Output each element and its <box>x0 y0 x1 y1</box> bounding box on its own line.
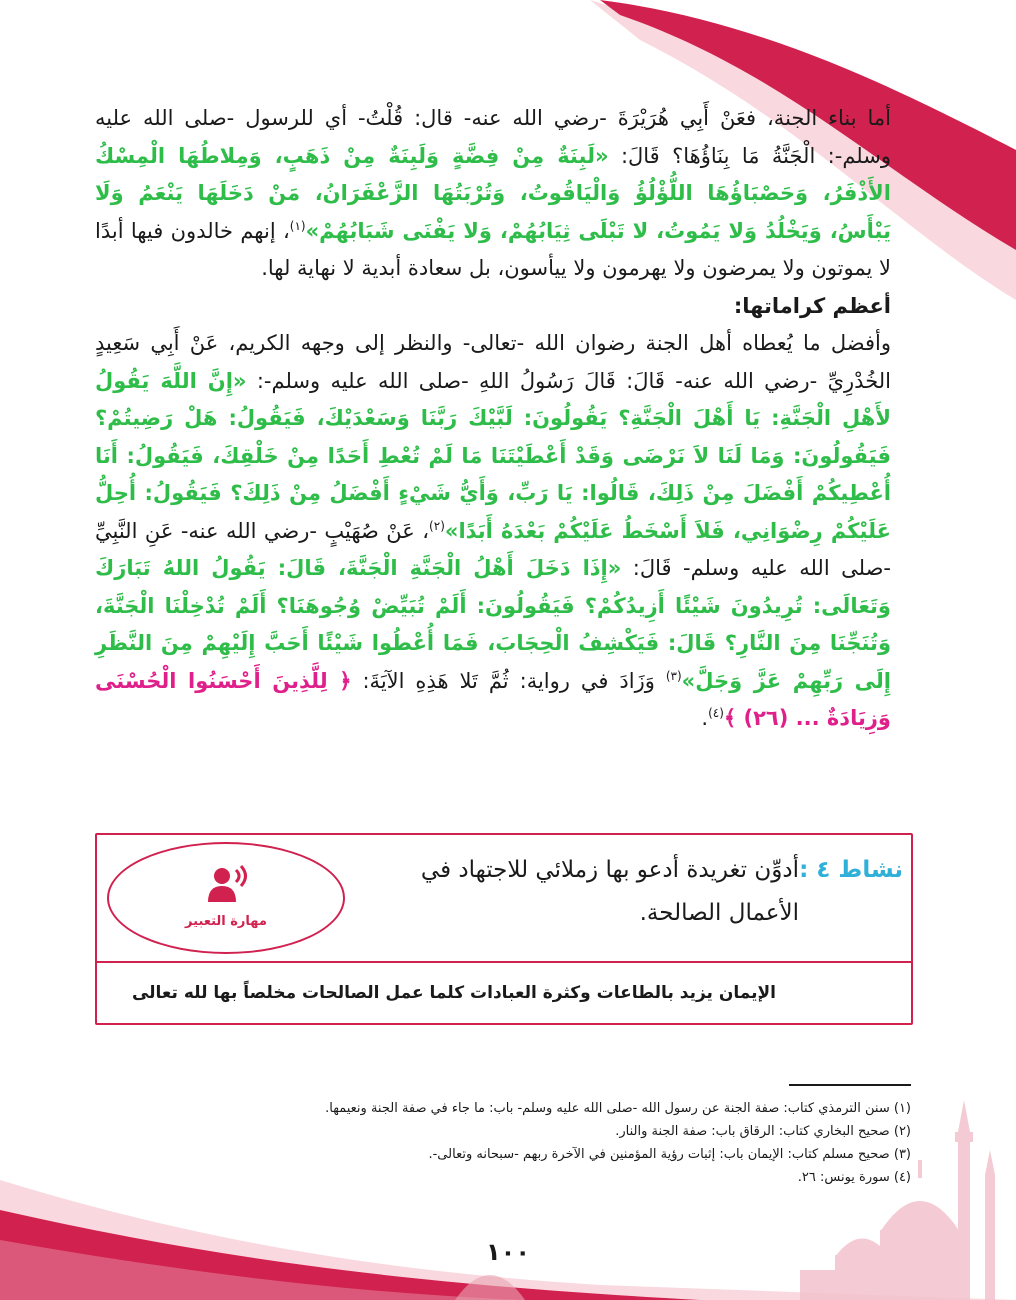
hadith-building: «لَبِنَةٌ مِنْ فِضَّةٍ وَلَبِنَةٌ مِنْ ذَهَبٍ، وَمِلاطُهَا الْمِسْكُ الأَذْفَرُ، وَحَصْبَاؤُهَا اللُّؤْلُؤُ وَالْيَاقُوتُ، وَتُرْبَتُهَا الزَّعْفَرَانُ، مَنْ دَخَلَهَا يَنْعَمُ وَلَا يَبْأَسُ، وَيَخْلُدُ وَلا يَمُوتُ، لا تَبْلَى ثِيَابُهُمْ، وَلا يَفْنَى شَبَابُهُمْ» <box>95 143 891 243</box>
page-number: ١٠٠ <box>486 1238 530 1266</box>
main-text <box>95 100 915 738</box>
footnote-3: (٣) صحيح مسلم كتاب: الإيمان باب: إثبات رؤية المؤمنين في الآخرة ربهم -سبحانه وتعالى-. <box>428 1147 911 1162</box>
paragraph2-mid: ، عَنْ صُهَيْبٍ -رضي الله عنه- عَنِ النَّبِيِّ -صلى الله عليه وسلم- قَالَ: <box>95 518 891 580</box>
activity-instruction: أدوِّن تغريدة أدعو بها زملائي للاجتهاد في الأعمال الصالحة. <box>420 857 799 926</box>
footnote-2: (٢) صحيح البخاري كتاب: الرقاق باب: صفة الجنة والنار. <box>615 1124 911 1139</box>
hadith-vision: «إِذَا دَخَلَ أَهْلُ الْجَنَّةِ الْجَنَّةَ، قَالَ: يَقُولُ اللهُ تَبَارَكَ وَتَعَالَى: تُرِيدُونَ شَيْئًا أَزِيدُكُمْ؟ فَيَقُولُونَ: أَلَمْ تُبَيِّضْ وُجُوهَنَا؟ أَلَمْ تُدْخِلْنَا الْجَنَّةَ، وَتُنَجِّنَا مِنَ النَّارِ؟ قَالَ: فَيَكْشِفُ الْحِجَابَ، فَمَا أُعْطُوا شَيْئًا أَحَبَّ إِلَيْهِمْ مِنَ النَّظَرِ إِلَى رَبِّهِمْ عَزَّ وَجَلَّ» <box>95 556 891 693</box>
speaking-person-icon <box>206 864 252 904</box>
paragraph1-after: ، إنهم خالدون فيها أبدًا لا يموتون ولا يمرضون ولا يهرمون ولا ييأسون، بل سعادة أبدية لا نهاية لها. <box>95 218 891 280</box>
footnote-ref-4: (٤) <box>708 706 724 720</box>
quran-verse: ﴿ لِلَّذِينَ أَحْسَنُوا الْحُسْنَى وَزِيَادَةٌ ... (٢٦) ﴾ <box>95 668 891 730</box>
activity-box <box>95 833 913 1025</box>
summary-statement: الإيمان يزيد بالطاعات وكثرة العبادات كلما عمل الصالحات مخلصاً بها لله تعالى <box>131 983 776 1003</box>
footnote-separator <box>789 1084 911 1086</box>
hadith-pleasure: «إِنَّ اللَّهَ يَقُولُ لأَهْلِ الْجَنَّةِ: يَا أَهْلَ الْجَنَّةِ؟ يَقُولُونَ: لَبَّيْكَ رَبَّنَا وَسَعْدَيْكَ، فَيَقُولُ: هَلْ رَضِيتُمْ؟ فَيَقُولُونَ: وَمَا لَنَا لاَ نَرْضَى وَقَدْ أَعْطَيْتَنَا مَا لَمْ تُعْطِ أَحَدًا مِنْ خَلْقِكَ، فَيَقُولُ: أَنَا أُعْطِيكُمْ أَفْضَلَ مِنْ ذَلِكَ، قَالُوا: يَا رَبِّ، وَأَيُّ شَيْءٍ أَفْضَلُ مِنْ ذَلِكَ؟ فَيَقُولُ: أُحِلُّ عَلَيْكُمْ رِضْوَانِي، فَلاَ أَسْخَطُ عَلَيْكُمْ بَعْدَهُ أَبَدًا» <box>95 368 891 543</box>
footnote-ref-1: (١) <box>289 218 306 233</box>
skill-badge <box>107 842 345 954</box>
paragraph1-intro: أما بناء الجنة، فعَنْ أَبِي هُرَيْرَةَ -رضي الله عنه- قال: قُلْتُ- أي للرسول -صلى الله عليه وسلم-: الْجَنَّةُ مَا بِنَاؤُهَا؟ قَالَ: <box>95 106 891 168</box>
activity-divider <box>97 961 911 963</box>
footnotes <box>211 1097 911 1189</box>
skill-label: مهارة التعبير <box>185 914 267 929</box>
paragraph2-intro: وأفضل ما يُعطاه أهل الجنة رضوان الله -تعالى- والنظر إلى وجهه الكريم، عَنْ أَبِي سَعِيدٍ الخُدْرِيِّ -رضي الله عنه- قَالَ: قَالَ رَسُولُ اللهِ -صلى الله عليه وسلم-: <box>95 331 891 393</box>
paragraph2-after: وَزَادَ في رواية: ثُمَّ تَلا هَذِهِ الآيَةَ: <box>362 668 666 693</box>
section-heading: أعظم كراماتها: <box>733 293 891 318</box>
footnote-ref-3: (٣) <box>665 668 682 683</box>
footnote-1: (١) سنن الترمذي كتاب: صفة الجنة عن رسول الله -صلى الله عليه وسلم- باب: ما جاء في صفة الجنة ونعيمها. <box>325 1101 911 1116</box>
activity-label: نشاط ٤ : <box>799 857 903 883</box>
paragraph-greatest-honors <box>95 325 915 738</box>
footnote-ref-2: (٢) <box>429 518 445 533</box>
paragraph-paradise-building <box>95 100 915 288</box>
paragraph2-end: . <box>701 706 709 730</box>
footnote-4: (٤) سورة يونس: ٢٦. <box>797 1170 911 1185</box>
